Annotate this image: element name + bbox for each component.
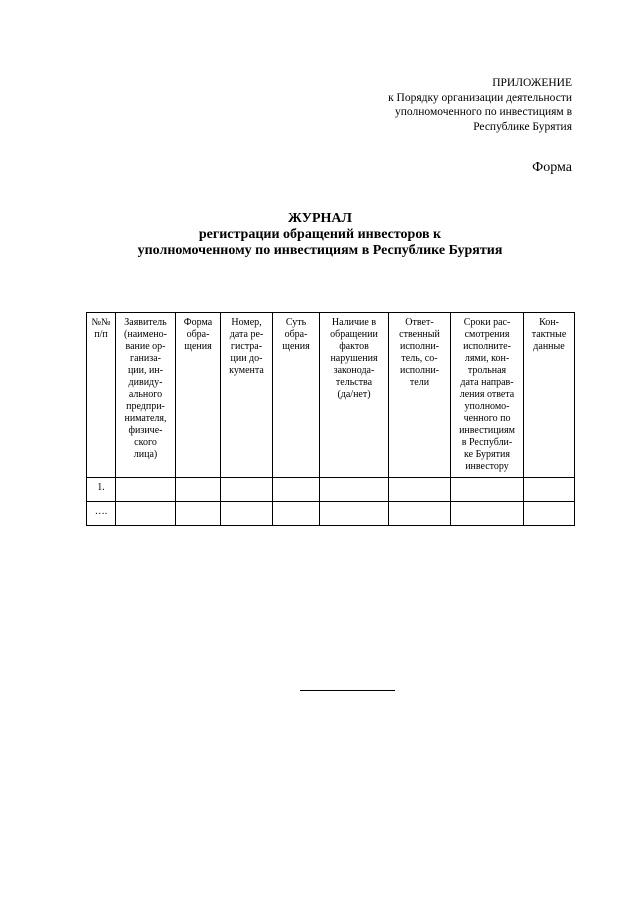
journal-subtitle: регистрации обращений инвесторов к [198, 227, 442, 242]
header-cell-contacts: Кон- тактные данные [524, 313, 575, 478]
header-cell-applicant: Заявитель (наимено- вание ор- ганиза- ции, ин- дивиду- ального предпри- нимателя, физиче- ского лица) [116, 313, 176, 478]
table-cell [389, 478, 451, 502]
table-cell [273, 478, 320, 502]
table-cell [451, 502, 524, 526]
appendix-line: уполномоченного по инвестициям в [395, 106, 572, 118]
table-cell [451, 478, 524, 502]
table-cell: 1. [87, 478, 116, 502]
form-label: Форма [532, 160, 572, 175]
table-cell [221, 502, 273, 526]
table-cell [320, 502, 389, 526]
header-cell-essence: Суть обра- щения [273, 313, 320, 478]
appendix-block [312, 76, 572, 134]
header-cell-form: Форма обра- щения [176, 313, 221, 478]
table-row [87, 502, 575, 526]
closing-divider [300, 690, 395, 691]
journal-subtitle: уполномоченному по инвестициям в Республике Бурятия [137, 243, 503, 258]
registration-log-table [86, 312, 575, 526]
header-cell-violations: Наличие в обращении фактов нарушения законода- тельства (да/нет) [320, 313, 389, 478]
table-cell: …. [87, 502, 116, 526]
table-cell [524, 478, 575, 502]
header-cell-registration: Номер, дата ре- гистра- ции до- кумента [221, 313, 273, 478]
table-cell [221, 478, 273, 502]
appendix-title: ПРИЛОЖЕНИЕ [492, 77, 572, 89]
table-cell [176, 502, 221, 526]
table-header-row [87, 313, 575, 478]
table-cell [176, 478, 221, 502]
table-cell [116, 502, 176, 526]
header-cell-executor: Ответ- ственный исполни- тель, со- исполни- тели [389, 313, 451, 478]
journal-title: ЖУРНАЛ [288, 211, 352, 226]
table-cell [389, 502, 451, 526]
table-cell [273, 502, 320, 526]
table-cell [524, 502, 575, 526]
table-cell [116, 478, 176, 502]
journal-heading [0, 211, 640, 259]
table-cell [320, 478, 389, 502]
appendix-line: к Порядку организации деятельности [388, 91, 572, 104]
appendix-line: Республике Бурятия [473, 120, 572, 133]
table-row [87, 478, 575, 502]
header-cell-number: №№ п/п [87, 313, 116, 478]
header-cell-deadlines: Сроки рас- смотрения исполните- лями, кон- трольная дата направ- ления ответа уполномо- ченного по инвестициям в Республи- ке Бурятия инвестору [451, 313, 524, 478]
